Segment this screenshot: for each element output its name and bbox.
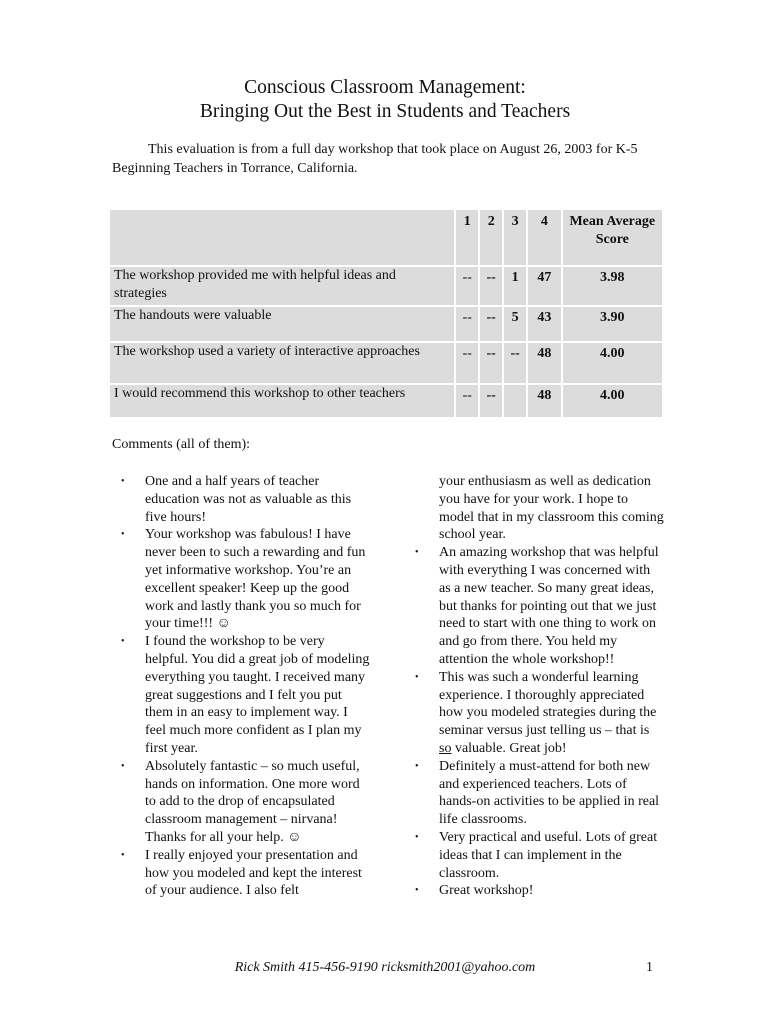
comments-heading: Comments (all of them): bbox=[112, 437, 251, 452]
header-question bbox=[110, 210, 454, 265]
comment-text bbox=[439, 669, 664, 758]
row-question: The workshop provided me with helpful ideas and strategies bbox=[110, 267, 454, 305]
comment-text: Very practical and useful. Lots of great ideas that I can implement in the classroom. bbox=[439, 829, 658, 881]
comment-text: Your workshop was fabulous! I have never been to such a rewarding and fun yet informative workshop. You’re an excellent speaker! Keep up the good work and lastly thank you so much for your time!!! ☺ bbox=[145, 527, 366, 632]
bullet-icon: • bbox=[415, 760, 419, 772]
row-question: The workshop used a variety of interactive approaches bbox=[110, 343, 454, 383]
bullet-icon: • bbox=[415, 671, 419, 683]
underlined-word: so bbox=[439, 740, 452, 756]
title-line-1: Conscious Classroom Management: bbox=[244, 77, 526, 98]
bullet-icon: • bbox=[415, 885, 419, 897]
list-item bbox=[121, 633, 370, 758]
row-col-1: -- bbox=[456, 307, 478, 341]
row-col-4: 43 bbox=[528, 307, 560, 341]
list-item bbox=[415, 829, 664, 882]
table-row bbox=[110, 343, 662, 383]
row-col-1: -- bbox=[456, 267, 478, 305]
list-item bbox=[415, 882, 664, 900]
comment-text: Absolutely fantastic – so much useful, hands on information. One more word to add to the drop of encapsulated classroom management – nirvana! Thanks for all your help. ☺ bbox=[145, 758, 360, 845]
row-mean: 4.00 bbox=[563, 343, 662, 383]
title-line-2: Bringing Out the Best in Students and Teachers bbox=[199, 101, 571, 122]
comment-text: One and a half years of teacher education was not as valuable as this five hours! bbox=[145, 474, 352, 525]
row-col-2: -- bbox=[480, 343, 502, 383]
table-header-row bbox=[110, 210, 662, 265]
header-col-4: 4 bbox=[528, 210, 560, 265]
comment-text: Great workshop! bbox=[439, 883, 534, 899]
table-row bbox=[110, 267, 662, 305]
bullet-icon: • bbox=[121, 636, 125, 648]
comment-text: I really enjoyed your presentation and how you modeled and kept the interest of your audience. I also felt bbox=[145, 847, 362, 899]
comment-text-part: valuable. Great job! bbox=[451, 740, 567, 756]
row-col-4: 48 bbox=[528, 343, 560, 383]
header-col-1: 1 bbox=[456, 210, 478, 265]
row-mean: 3.98 bbox=[563, 267, 662, 305]
bullet-icon: • bbox=[121, 849, 125, 861]
list-item bbox=[121, 847, 370, 900]
list-item bbox=[415, 669, 664, 758]
row-col-1: -- bbox=[456, 343, 478, 383]
comment-text: An amazing workshop that was helpful with everything I was concerned with as a new teacher. So many great ideas, but thanks for pointing out that we just need to start with one thing to work on and go from there. You held my attention the whole workshop!! bbox=[439, 545, 659, 667]
list-item bbox=[121, 758, 370, 847]
row-mean: 4.00 bbox=[563, 385, 662, 417]
footer-contact: Rick Smith 415-456-9190 ricksmith2001@yahoo.com bbox=[234, 960, 536, 975]
list-item bbox=[415, 544, 664, 669]
bullet-icon: • bbox=[121, 760, 125, 772]
row-mean: 3.90 bbox=[563, 307, 662, 341]
bullet-icon: • bbox=[121, 476, 125, 487]
table-row bbox=[110, 307, 662, 341]
comment-text: I found the workshop to be very helpful. You did a great job of modeling everything you taught. I received many great suggestions and I felt you put them in an easy to implement way. I feel much more confident as I plan my first year. bbox=[145, 634, 370, 756]
evaluation-table bbox=[108, 208, 664, 419]
list-item bbox=[121, 473, 370, 526]
header-col-2: 2 bbox=[480, 210, 502, 265]
row-question: The handouts were valuable bbox=[110, 307, 454, 341]
list-item bbox=[415, 758, 664, 829]
row-col-3: 1 bbox=[504, 267, 526, 305]
header-mean: Mean Average Score bbox=[563, 210, 662, 265]
comments-left-column bbox=[121, 473, 370, 900]
page-number: 1 bbox=[646, 960, 653, 975]
row-col-4: 48 bbox=[528, 385, 560, 417]
row-col-3 bbox=[504, 385, 526, 417]
row-col-3: -- bbox=[504, 343, 526, 383]
list-item-continued bbox=[439, 473, 664, 544]
bullet-icon: • bbox=[415, 547, 419, 559]
row-col-2: -- bbox=[480, 385, 502, 417]
list-item bbox=[121, 526, 370, 633]
row-question: I would recommend this workshop to other teachers bbox=[110, 385, 454, 417]
comment-text: Definitely a must-attend for both new and experienced teachers. Lots of hands-on activities to be applied in real life classrooms. bbox=[439, 758, 660, 828]
row-col-2: -- bbox=[480, 267, 502, 305]
intro-paragraph: This evaluation is from a full day workshop that took place on August 26, 2003 for K-5 Beginning Teachers in Torrance, California. bbox=[112, 142, 638, 176]
bullet-icon: • bbox=[415, 831, 419, 843]
row-col-3: 5 bbox=[504, 307, 526, 341]
row-col-1: -- bbox=[456, 385, 478, 417]
header-col-3: 3 bbox=[504, 210, 526, 265]
comment-text-continued: your enthusiasm as well as dedication you have for your work. I hope to model that in my classroom this coming school year. bbox=[439, 474, 664, 543]
row-col-4: 47 bbox=[528, 267, 560, 305]
comment-text-part: This was such a wonderful learning experience. I thoroughly appreciated how you modeled strategies during the seminar versus just telling us – that is bbox=[439, 669, 657, 739]
bullet-icon: • bbox=[121, 529, 125, 541]
row-col-2: -- bbox=[480, 307, 502, 341]
document-title bbox=[0, 76, 770, 124]
comments-right-column bbox=[415, 473, 664, 900]
table-row bbox=[110, 385, 662, 417]
